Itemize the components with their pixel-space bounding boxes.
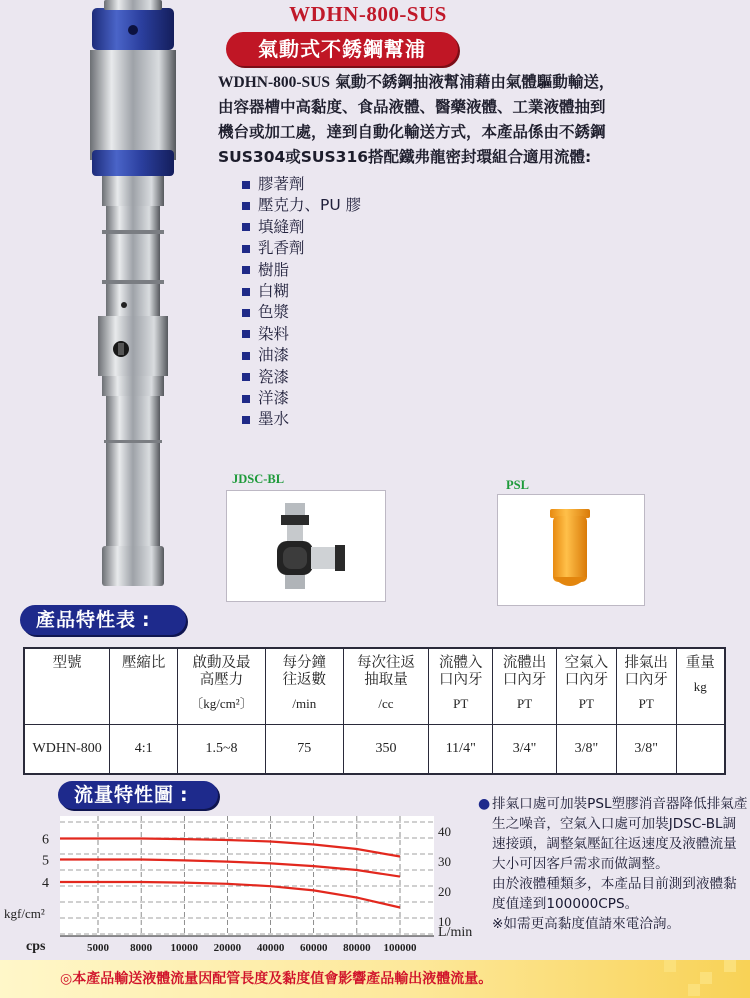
table-header-cell: 型號 — [24, 648, 110, 725]
table-header-cell: 每次往返 抽取量 /cc — [343, 648, 429, 725]
x-tick-label: 60000 — [299, 942, 328, 954]
intro-text: 氣動不銹鋼抽液幫浦藉由氣體驅動輸送， 由容器槽中高黏度、食品液體、醫藥液體、工業液體抽到 機台或加工處，達到自動化輸送方式，本產品係由不銹鋼 SUS304或SUS316搭配鐵弗龍密封環組合適用流體: — [218, 73, 615, 166]
x-tick-label: 80000 — [343, 942, 371, 954]
product-subtitle-badge: 氣動式不銹鋼幫浦 — [226, 32, 458, 66]
speed-controller-fitting-icon — [227, 491, 385, 601]
note-item: 由於液體種類多，本產品目前測到液體黏度值達到100000CPS。 — [492, 876, 737, 912]
left-axis-label: kgf/cm² — [4, 906, 45, 921]
decoration — [724, 960, 736, 972]
list-item: 瓷漆 — [242, 367, 361, 388]
left-axis-ticks — [42, 833, 49, 892]
accessory-label-psl: PSL — [506, 478, 529, 492]
list-item: 染料 — [242, 324, 361, 345]
application-list — [242, 174, 361, 431]
table-cell: 4:1 — [110, 725, 178, 775]
bullet-icon — [242, 202, 250, 210]
note-item: ● 排氣口處可加裝PSL塑膠消音器降低排氣產生之噪音，空氣入口處可加裝JDSC-BL調速接頭，調整氣壓缸往返速度及液體流量大小可因客戶需求而做調整。 — [478, 796, 748, 872]
table-cell: 3/4" — [493, 725, 557, 775]
x-axis-prefix: cps — [26, 939, 46, 954]
left-tick-label: 6 — [42, 832, 49, 848]
accessory-label-jdsc: JDSC-BL — [232, 472, 285, 486]
intro-model: WDHN-800-SUS — [218, 74, 330, 91]
decoration — [664, 960, 676, 972]
note-item: ※如需更高黏度值請來電洽詢。 — [492, 916, 681, 932]
accessory-photo-jdsc — [226, 490, 386, 602]
table-cell: 1.5~8 — [178, 725, 266, 775]
bullet-icon — [242, 181, 250, 189]
table-cell: 3/8" — [616, 725, 676, 775]
table-cell — [676, 725, 725, 775]
table-cell: 3/8" — [556, 725, 616, 775]
x-tick-label: 5000 — [87, 942, 109, 954]
pump-product-image — [78, 0, 188, 590]
bullet-icon — [242, 395, 250, 403]
list-item: 墨水 — [242, 409, 361, 430]
bullet-icon — [242, 266, 250, 274]
table-header-cell: 啟動及最 高壓力 〔kg/cm²〕 — [178, 648, 266, 725]
list-item: 填縫劑 — [242, 217, 361, 238]
bullet-icon — [242, 309, 250, 317]
flow-characteristic-chart — [0, 808, 478, 958]
table-cell: WDHN-800 — [24, 725, 110, 775]
table-header-cell: 重量 kg — [676, 648, 725, 725]
bullet-icon — [242, 330, 250, 338]
plastic-silencer-icon — [498, 495, 644, 605]
right-axis-ticks — [438, 824, 451, 929]
list-item: 油漆 — [242, 345, 361, 366]
x-tick-label: 40000 — [256, 942, 285, 954]
table-header-cell: 排氣出 口內牙 PT — [616, 648, 676, 725]
footer-note: ◎本產品輸送液體流量因配管長度及黏度值會影響產品輸出液體流量。 — [60, 971, 493, 987]
spec-table — [23, 647, 726, 775]
list-item: 樹脂 — [242, 260, 361, 281]
x-tick-label: 10000 — [170, 942, 199, 954]
table-header-cell: 流體出 口內牙 PT — [493, 648, 557, 725]
right-tick-label: 40 — [438, 824, 451, 839]
spec-section-title: 產品特性表 : — [20, 605, 186, 635]
left-tick-label: 4 — [42, 876, 49, 891]
bullet-icon — [242, 373, 250, 381]
list-item: 乳香劑 — [242, 238, 361, 259]
right-tick-label: 20 — [438, 884, 451, 899]
x-axis-ticks — [87, 942, 417, 954]
bullet-icon — [242, 416, 250, 424]
list-item: 洋漆 — [242, 388, 361, 409]
right-tick-label: 10 — [438, 914, 451, 929]
bullet-icon — [242, 223, 250, 231]
x-tick-label: 8000 — [130, 942, 153, 954]
decoration — [688, 984, 700, 996]
x-tick-label: 20000 — [213, 942, 242, 954]
table-cell: 350 — [343, 725, 429, 775]
bullet-icon — [242, 245, 250, 253]
list-item: 壓克力、PU 膠 — [242, 195, 361, 216]
list-item: 白糊 — [242, 281, 361, 302]
table-header-cell: 每分鐘 往返數 /min — [265, 648, 343, 725]
table-header-cell: 流體入 口內牙 PT — [429, 648, 493, 725]
table-cell: 75 — [265, 725, 343, 775]
accessory-photo-psl — [497, 494, 645, 606]
bullet-icon: ● — [478, 796, 491, 812]
table-header-cell: 壓縮比 — [110, 648, 178, 725]
table-header-cell: 空氣入 口內牙 PT — [556, 648, 616, 725]
right-tick-label: 30 — [438, 854, 451, 869]
right-axis-label: L/min — [438, 925, 473, 940]
product-model-title: WDHN-800-SUS — [289, 2, 447, 26]
bullet-icon — [242, 352, 250, 360]
list-item: 膠著劑 — [242, 174, 361, 195]
list-item: 色漿 — [242, 302, 361, 323]
notes — [478, 794, 748, 934]
table-header-row — [24, 648, 725, 725]
table-cell: 11/4" — [429, 725, 493, 775]
table-row — [24, 725, 725, 775]
x-tick-label: 100000 — [383, 942, 417, 954]
product-description — [218, 70, 708, 170]
footer-band — [0, 960, 750, 998]
flow-section-title: 流量特性圖 : — [58, 781, 218, 809]
left-tick-label: 5 — [42, 853, 49, 869]
bullet-icon — [242, 288, 250, 296]
decoration — [700, 972, 712, 984]
